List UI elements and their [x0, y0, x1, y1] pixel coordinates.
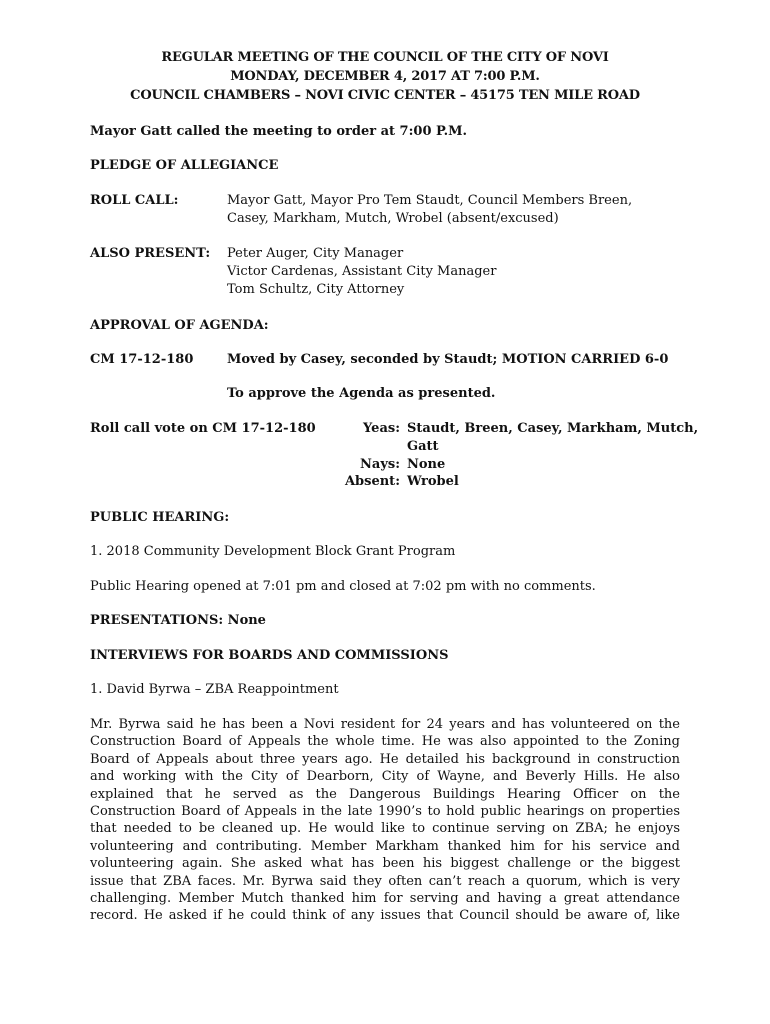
interview-paragraph: [90, 716, 680, 925]
paragraph-line: volunteering and contributing. Member Markham thanked him for his service and: [90, 838, 680, 854]
roll-vote-label: Roll call vote on CM 17-12-180: [90, 421, 316, 436]
agenda-resolution: To approve the Agenda as presented.: [227, 386, 496, 401]
interview-item: 1. David Byrwa – ZBA Reappointment: [90, 682, 339, 697]
paragraph-line: issue that ZBA faces. Mr. Byrwa said they often can’t reach a quorum, which is very: [90, 873, 680, 889]
paragraph-line: explained that he served as the Dangerous Buildings Hearing Officer on the: [90, 786, 680, 802]
roll-call-line-1: Mayor Gatt, Mayor Pro Tem Staudt, Council Members Breen,: [227, 193, 633, 208]
also-present-label: ALSO PRESENT:: [90, 246, 211, 261]
yeas-names-cont: Gatt: [407, 439, 439, 454]
paragraph-line: and working with the City of Dearborn, City of Wayne, and Beverly Hills. He also: [90, 769, 680, 785]
presentations-heading: PRESENTATIONS: None: [90, 613, 266, 628]
paragraph-line: record. He asked if he could think of any issues that Council should be aware of, like: [90, 908, 680, 924]
meeting-title: REGULAR MEETING OF THE COUNCIL OF THE CITY OF NOVI: [161, 50, 609, 65]
agenda-motion: Moved by Casey, seconded by Staudt; MOTION CARRIED 6-0: [227, 352, 669, 367]
roll-call-label: ROLL CALL:: [90, 193, 179, 208]
yeas-label: Yeas:: [363, 421, 400, 436]
yeas-names: Staudt, Breen, Casey, Markham, Mutch,: [407, 421, 699, 436]
agenda-heading: APPROVAL OF AGENDA:: [90, 318, 269, 333]
also-present-person: Victor Cardenas, Assistant City Manager: [227, 264, 497, 279]
also-present-person: Tom Schultz, City Attorney: [227, 282, 405, 297]
public-hearing-item: 1. 2018 Community Development Block Grant Program: [90, 544, 456, 559]
public-hearing-note: Public Hearing opened at 7:01 pm and closed at 7:02 pm with no comments.: [90, 579, 596, 594]
meeting-date: MONDAY, DECEMBER 4, 2017 AT 7:00 P.M.: [230, 69, 540, 84]
paragraph-line: challenging. Member Mutch thanked him for serving and having a great attendance: [90, 891, 680, 907]
agenda-cm-number: CM 17-12-180: [90, 352, 194, 367]
paragraph-line: Construction Board of Appeals in the late 1990’s to hold public hearings on properties: [90, 804, 680, 820]
meeting-location: COUNCIL CHAMBERS – NOVI CIVIC CENTER – 45175 TEN MILE ROAD: [130, 88, 640, 103]
absent-label: Absent:: [344, 474, 400, 489]
nays-label: Nays:: [360, 457, 400, 472]
absent-value: Wrobel: [407, 474, 459, 489]
paragraph-line: Board of Appeals about three years ago. He detailed his background in construction: [90, 751, 680, 767]
call-to-order: Mayor Gatt called the meeting to order at 7:00 P.M.: [90, 124, 468, 139]
paragraph-line: that needed to be cleaned up. He would like to continue serving on ZBA; he enjoys: [90, 821, 680, 837]
paragraph-line: Mr. Byrwa said he has been a Novi resident for 24 years and has volunteered on the: [90, 717, 680, 732]
roll-call-line-2: Casey, Markham, Mutch, Wrobel (absent/excused): [227, 211, 559, 226]
public-hearing-heading: PUBLIC HEARING:: [90, 510, 230, 525]
nays-value: None: [407, 457, 446, 472]
also-present-person: Peter Auger, City Manager: [227, 246, 404, 261]
paragraph-line: volunteering again. She asked what has been his biggest challenge or the biggest: [90, 856, 680, 872]
paragraph-line: Construction Board of Appeals the whole time. He was also appointed to the Zoning: [90, 734, 680, 750]
interviews-heading: INTERVIEWS FOR BOARDS AND COMMISSIONS: [90, 648, 449, 663]
pledge-heading: PLEDGE OF ALLEGIANCE: [90, 158, 279, 173]
